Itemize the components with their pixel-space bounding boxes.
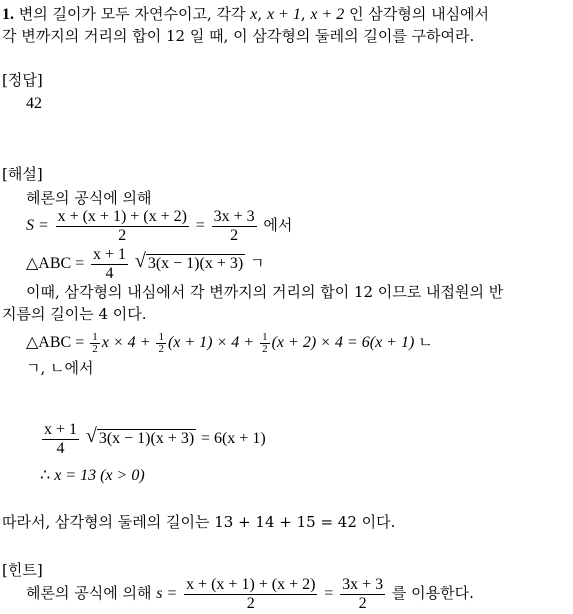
- problem-expr-x1: x + 1: [266, 6, 301, 23]
- hint-fraction-2: $\frac{3x + 3}{2}$: [342, 575, 384, 612]
- combine-text: ㄱ, ㄴ에서: [26, 359, 94, 377]
- area-equation-2: △ABC = $\frac{1}{2}$ x × 4 + $\frac{1}{2}$ (x + 1) × 4 + $\frac{1}{2}$ (x + 2) × 4 = 6(x + 1) ㄴ: [26, 330, 433, 355]
- problem-text-a: 변의 길이가 모두 자연수이고, 각각: [18, 5, 246, 23]
- area-equation-1: △ABC = $\frac{x + 1}{4}$ √ 3(x − 1)(x + 3) ㄱ: [26, 244, 264, 283]
- problem-number: 1.: [2, 6, 14, 23]
- text-2: 지름의 길이는 4 이다.: [2, 305, 147, 323]
- problem-expr-x2: x + 2: [310, 6, 345, 23]
- mark-giyeok: ㄱ: [249, 254, 265, 272]
- text-1: 이때, 삼각형의 내심에서 각 변까지의 거리의 합이 12 이므로 내접원의 반: [26, 283, 504, 301]
- final-equation: $\frac{x + 1}{4}$ √ 3(x − 1)(x + 3) = 6(x + 1): [40, 418, 266, 459]
- hint-heading: [힌트]: [2, 561, 43, 579]
- heron-intro: 헤론의 공식에 의해: [26, 189, 152, 207]
- therefore-symbol: ∴: [40, 467, 51, 484]
- problem-line-2: 각 변까지의 거리의 합이 12 일 때, 이 삼각형의 둘레의 길이를 구하여라.: [2, 27, 475, 45]
- conclusion: 따라서, 삼각형의 둘레의 길이는 13 + 14 + 15 = 42 이다.: [2, 513, 396, 531]
- s-fraction-2: $\frac{3x + 3}{2}$: [213, 207, 255, 244]
- result-line: ∴ x = 13 (x > 0): [40, 467, 145, 484]
- s-fraction: $\frac{x + (x + 1) + (x + 2)}{2}$: [57, 207, 187, 244]
- area1-sqrt: √ 3(x − 1)(x + 3): [135, 245, 245, 283]
- answer-value: 42: [26, 95, 42, 112]
- problem-line-1: 1. 변의 길이가 모두 자연수이고, 각각 x, x + 1, x + 2 인 삼각형의 내심에서: [2, 5, 490, 23]
- problem-text-b: 인 삼각형의 내심에서: [349, 5, 490, 23]
- hint-fraction: $\frac{x + (x + 1) + (x + 2)}{2}$: [186, 575, 316, 612]
- final-sqrt: √ 3(x − 1)(x + 3): [86, 419, 196, 459]
- answer-heading: [정답]: [2, 71, 43, 89]
- solution-heading: [해설]: [2, 165, 43, 183]
- final-fraction: $\frac{x + 1}{4}$: [44, 420, 78, 457]
- problem-var-x: x: [250, 6, 258, 23]
- area1-fraction: $\frac{x + 1}{4}$: [93, 245, 127, 282]
- hint-line: 헤론의 공식에 의해 s = $\frac{x + (x + 1) + (x + 2)}{2}$ = $\frac{3x + 3}{2}$ 를 이용한다.: [26, 575, 474, 612]
- mark-nieun: ㄴ: [418, 333, 433, 351]
- s-equation: S = $\frac{x + (x + 1) + (x + 2)}{2}$ = $\frac{3x + 3}{2}$ 에서: [26, 207, 293, 244]
